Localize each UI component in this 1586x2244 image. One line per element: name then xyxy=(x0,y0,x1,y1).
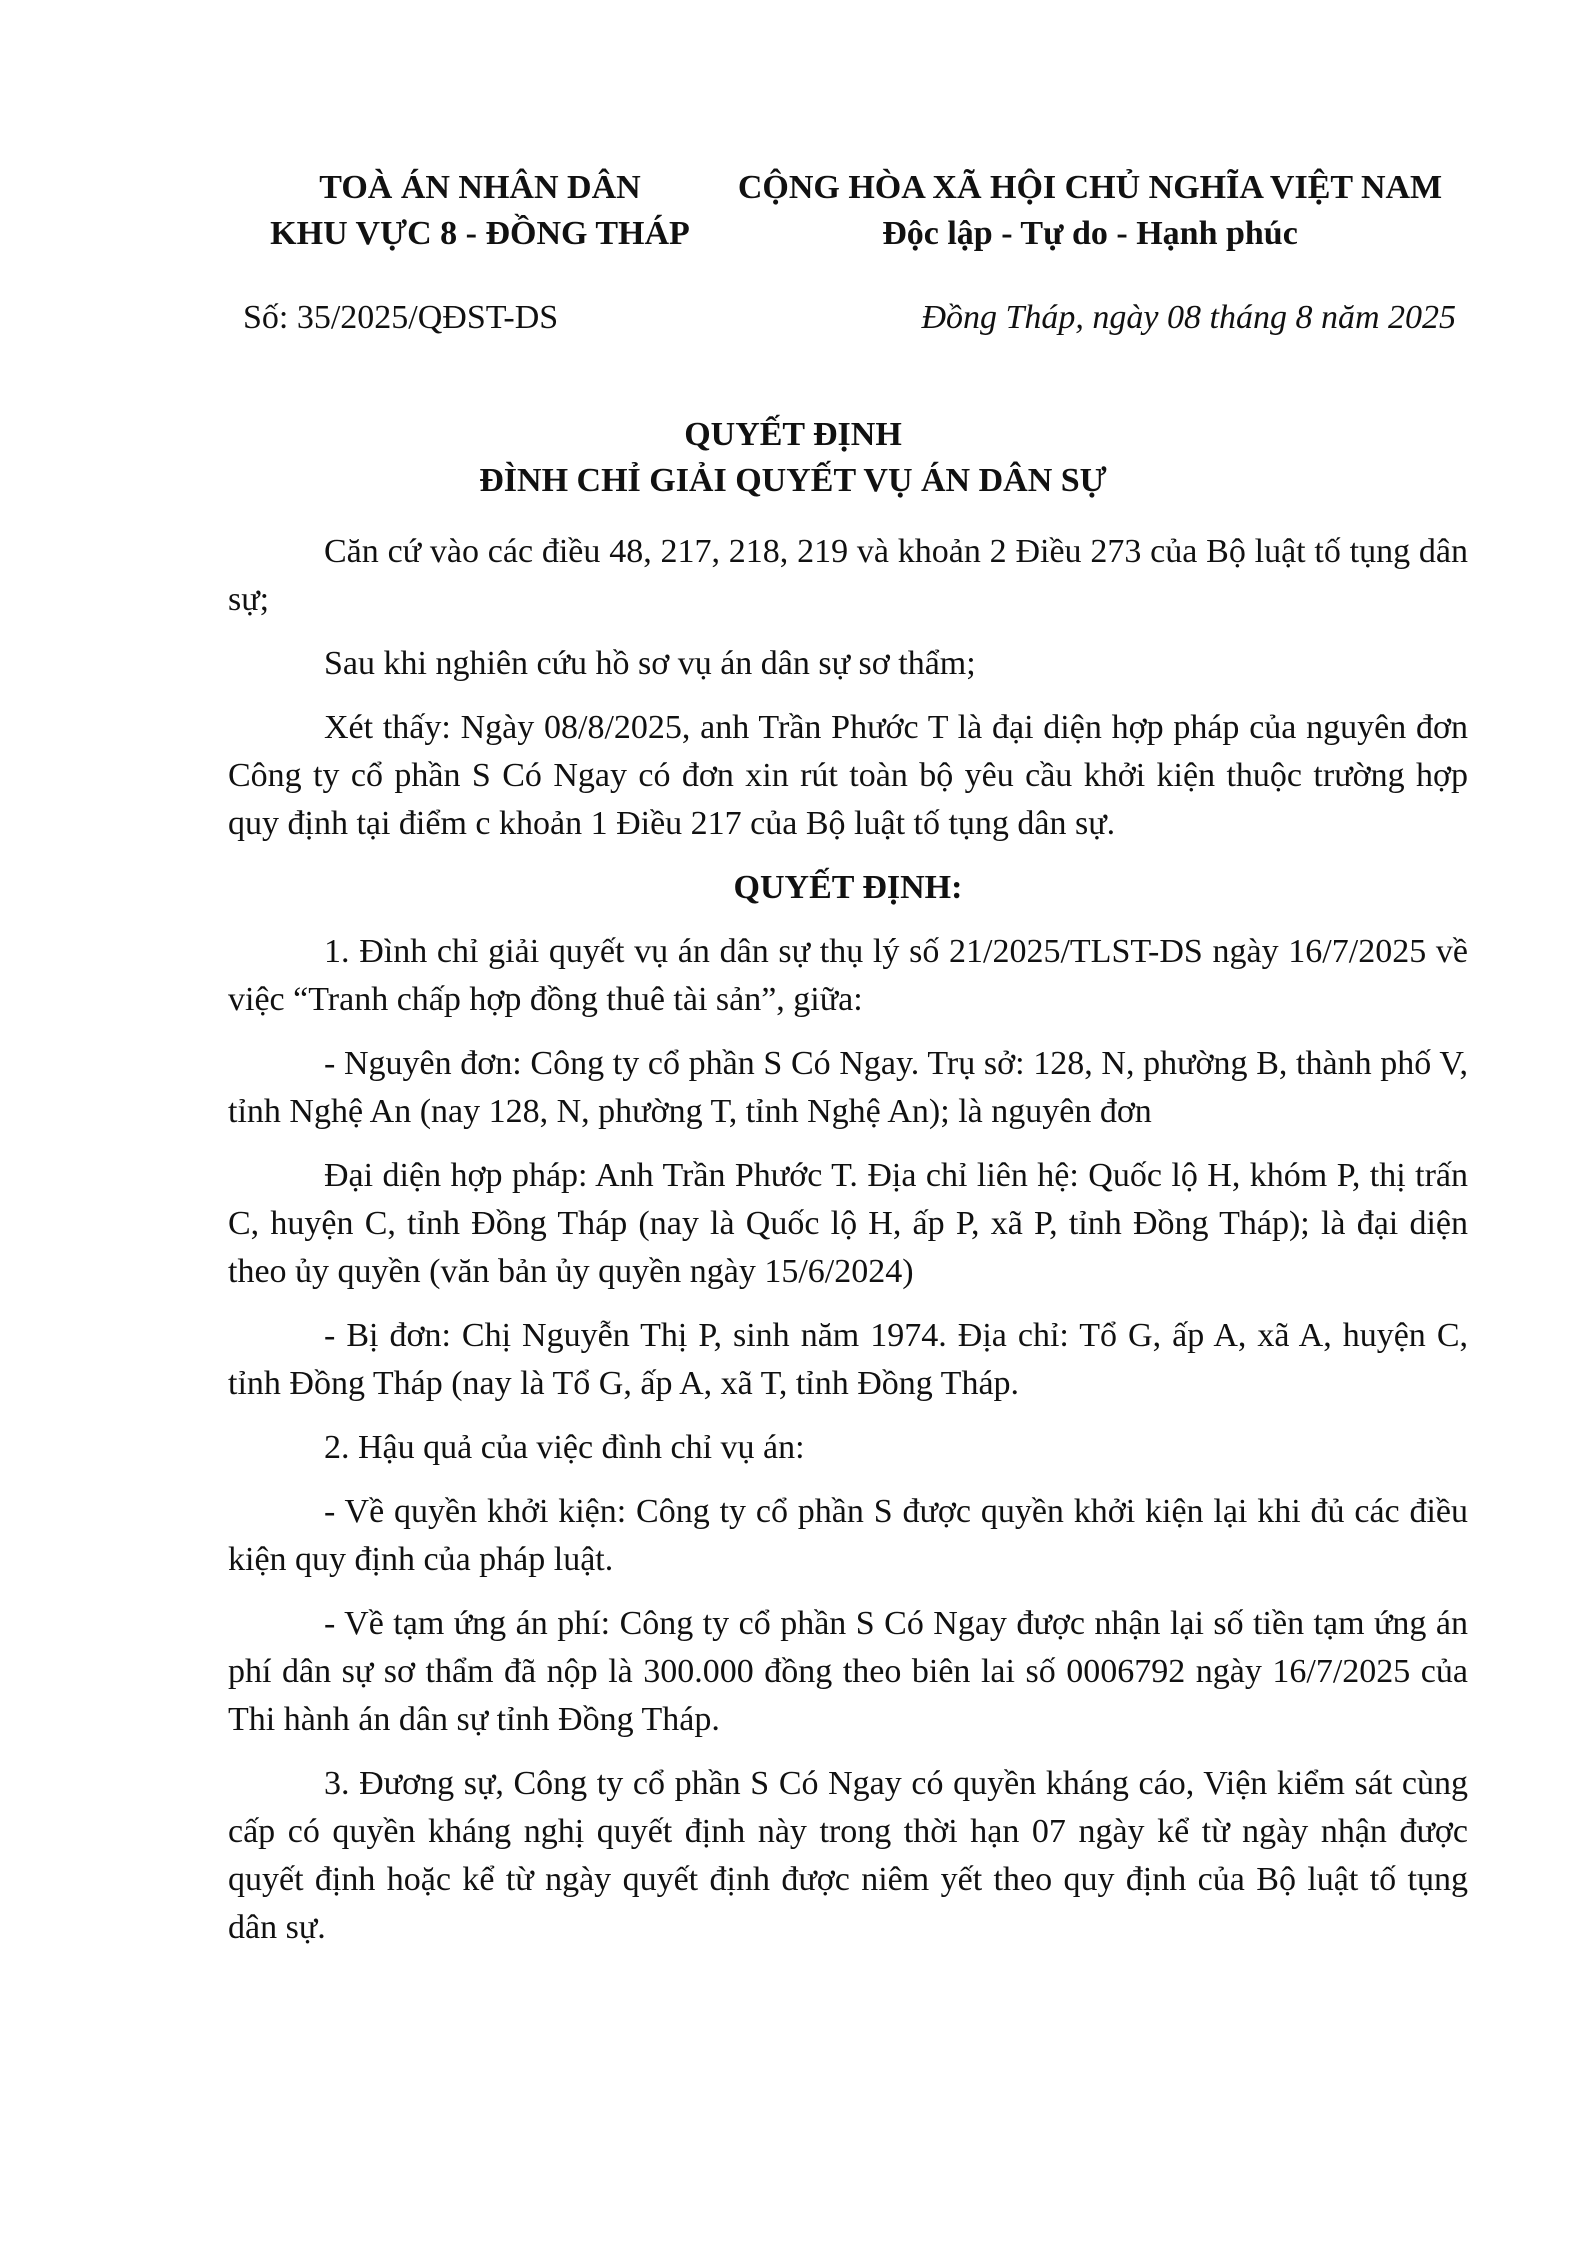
national-motto: Độc lập - Tự do - Hạnh phúc xyxy=(882,215,1298,252)
court-name-block xyxy=(200,165,760,257)
decision-heading: QUYẾT ĐỊNH: xyxy=(733,869,963,906)
court-name-line2: KHU VỰC 8 - ĐỒNG THÁP xyxy=(270,215,690,252)
paragraph-court-fee: - Về tạm ứng án phí: Công ty cổ phần S Có Ngay được nhận lại số tiền tạm ứng án phí dân sự sơ thẩm đã nộp là 300.000 đồng theo biên lai số 0006792 ngày 16/7/2025 của Thi hành án dân sự tỉnh Đồng Tháp. xyxy=(228,1605,1468,1738)
national-title: CỘNG HÒA XÃ HỘI CHỦ NGHĨA VIỆT NAM xyxy=(737,169,1443,206)
document-number: Số: 35/2025/QĐST-DS xyxy=(243,299,559,336)
document-title xyxy=(0,412,1586,504)
paragraph-decision-1: 1. Đình chỉ giải quyết vụ án dân sự thụ lý số 21/2025/TLST-DS ngày 16/7/2025 về việc “Tranh chấp hợp đồng thuê tài sản”, giữa: xyxy=(228,933,1468,1018)
paragraph-considering: Xét thấy: Ngày 08/8/2025, anh Trần Phước T là đại diện hợp pháp của nguyên đơn Công ty cổ phần S Có Ngay có đơn xin rút toàn bộ yêu cầu khởi kiện thuộc trường hợp quy định tại điểm c khoản 1 Điều 217 của Bộ luật tố tụng dân sự. xyxy=(228,709,1468,842)
paragraph-review: Sau khi nghiên cứu hồ sơ vụ án dân sự sơ thẩm; xyxy=(324,645,976,682)
paragraph-defendant: - Bị đơn: Chị Nguyễn Thị P, sinh năm 1974. Địa chỉ: Tổ G, ấp A, xã A, huyện C, tỉnh Đồng Tháp (nay là Tổ G, ấp A, xã T, tỉnh Đồng Tháp. xyxy=(228,1317,1468,1402)
paragraph-plaintiff: - Nguyên đơn: Công ty cổ phần S Có Ngay. Trụ sở: 128, N, phường B, thành phố V, tỉnh Nghệ An (nay 128, N, phường T, tỉnh Nghệ An); là nguyên đơn xyxy=(228,1045,1468,1130)
paragraph-decision-2: 2. Hậu quả của việc đình chỉ vụ án: xyxy=(324,1429,805,1466)
place-date: Đồng Tháp, ngày 08 tháng 8 năm 2025 xyxy=(921,299,1456,336)
paragraph-right-to-sue: - Về quyền khởi kiện: Công ty cổ phần S được quyền khởi kiện lại khi đủ các điều kiện quy định của pháp luật. xyxy=(228,1493,1468,1578)
paragraph-representative: Đại diện hợp pháp: Anh Trần Phước T. Địa chỉ liên hệ: Quốc lộ H, khóm P, thị trấn C, huyện C, tỉnh Đồng Tháp (nay là Quốc lộ H, ấp P, xã P, tỉnh Đồng Tháp); là đại diện theo ủy quyền (văn bản ủy quyền ngày 15/6/2024) xyxy=(228,1157,1468,1290)
title-line1: QUYẾT ĐỊNH xyxy=(684,416,902,453)
title-line2: ĐÌNH CHỈ GIẢI QUYẾT VỤ ÁN DÂN SỰ xyxy=(479,462,1107,499)
document-meta xyxy=(0,295,1586,345)
document-header xyxy=(0,165,1586,265)
paragraph-legal-basis: Căn cứ vào các điều 48, 217, 218, 219 và khoản 2 Điều 273 của Bộ luật tố tụng dân sự; xyxy=(228,533,1468,618)
national-title-block xyxy=(700,165,1480,257)
court-name-line1: TOÀ ÁN NHÂN DÂN xyxy=(319,169,641,206)
document-body xyxy=(228,528,1468,1968)
paragraph-decision-3: 3. Đương sự, Công ty cổ phần S Có Ngay có quyền kháng cáo, Viện kiểm sát cùng cấp có quyền kháng nghị quyết định này trong thời hạn 07 ngày kể từ ngày nhận được quyết định hoặc kể từ ngày quyết định được niêm yết theo quy định của Bộ luật tố tụng dân sự. xyxy=(228,1765,1468,1946)
